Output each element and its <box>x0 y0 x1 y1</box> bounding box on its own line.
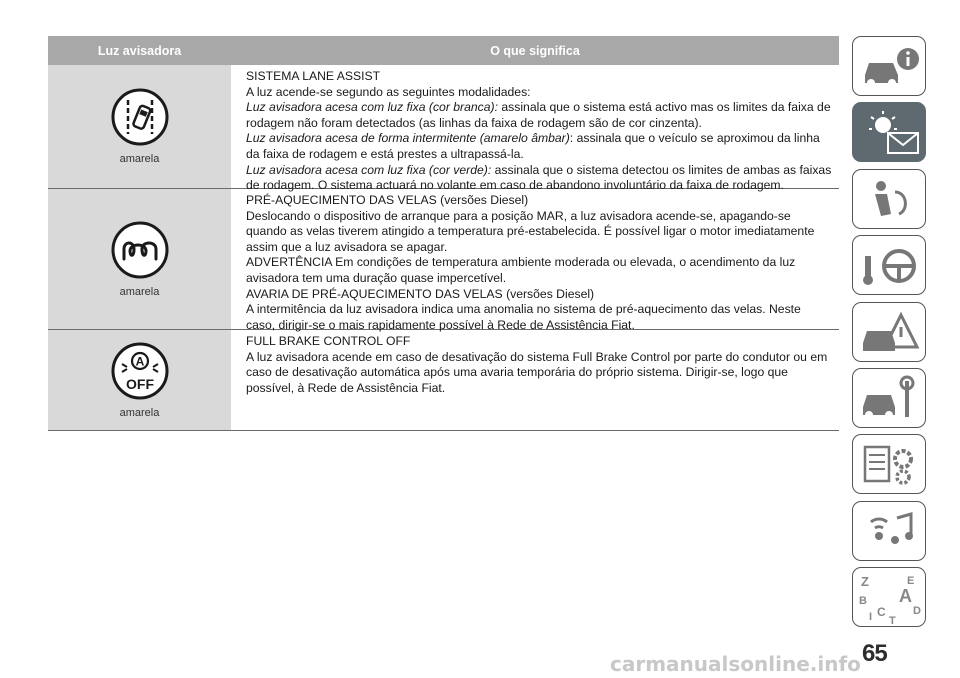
svg-text:B: B <box>859 595 867 607</box>
light-color-caption: amarela <box>119 285 160 298</box>
description-line: Luz avisadora acesa com luz fixa (cor branca): assinala que o sistema está activo mas os limites da faixa de rodagem não foram detectados (as linhas da faixa de rodagem são de cor cinzenta). <box>246 100 831 130</box>
table-row <box>48 189 839 330</box>
description-line: A intermitência da luz avisadora indica uma anomalia no sistema de pré-aquecimento das velas. Neste caso, dirigir-se o mais rapidamente possível à Rede de Assistência Fiat. <box>246 302 801 332</box>
warning-light-cell <box>48 189 231 329</box>
svg-text:T: T <box>889 615 896 627</box>
svg-text:A: A <box>899 586 912 606</box>
description-line: A luz avisadora acende em caso de desativação do sistema Full Brake Control por parte do condutor ou em caso de desativação automática após uma avaria temporária do próprio sistema. Dirigir-se, logo que possível, à Rede de Assistência Fiat. <box>246 349 828 395</box>
svg-text:D: D <box>913 605 921 617</box>
warning-lights-table <box>48 36 839 431</box>
warning-light-message-icon <box>853 103 927 163</box>
emergency-breakdown-icon <box>853 303 927 363</box>
light-color-caption: amarela <box>119 406 160 419</box>
glow-plug-icon <box>111 221 169 284</box>
steering-key-icon <box>853 236 927 296</box>
description-line: PRÉ-AQUECIMENTO DAS VELAS (versões Diesel) <box>246 193 529 207</box>
chapter-tab-safety[interactable] <box>852 169 926 229</box>
warning-light-cell <box>48 65 231 188</box>
description-line: Luz avisadora acesa com luz fixa (cor verde): assinala que o sistema detectou os limites de ambas as faixas de rodagem. O sistema actuará no volante em caso de abandono involuntário da faixa de rodagem. <box>246 162 832 193</box>
lane-assist-icon <box>111 88 169 151</box>
description-line: Deslocando o dispositivo de arranque para a posição MAR, a luz avisadora acende-se, apagando-se quando as velas tiverem atingido a temperatura pré-estabelecida. É possível ligar o motor imediatamente assim que a luz avisadora se apagar. <box>246 208 815 254</box>
svg-text:I: I <box>869 611 873 623</box>
description-line: ADVERTÊNCIA Em condições de temperatura ambiente moderada ou elevada, o acendimento da luz avisadora tem uma duração quase impercetível. <box>246 255 796 285</box>
airbag-safety-icon <box>853 170 927 230</box>
meaning-cell <box>231 65 839 193</box>
multimedia-icon <box>853 502 927 562</box>
meaning-cell <box>231 330 839 430</box>
description-line: Luz avisadora acesa de forma intermitente (amarelo âmbar): assinala que o veículo se aproximou da linha da faixa de rodagem e está prestes a ultrapassá-la. <box>246 131 820 161</box>
description-line: A luz acende-se segundo as seguintes modalidades: <box>246 84 531 99</box>
svg-text:OFF: OFF <box>125 375 154 392</box>
car-info-icon <box>853 37 927 97</box>
light-color-caption: amarela <box>119 153 160 165</box>
description-line: FULL BRAKE CONTROL OFF <box>246 334 411 348</box>
description-line: SISTEMA LANE ASSIST <box>246 69 381 83</box>
table-header <box>48 36 839 65</box>
chapter-tab-emergency[interactable] <box>852 302 926 362</box>
meaning-cell <box>231 189 839 332</box>
watermark: carmanualsonline.info <box>610 652 861 676</box>
warning-light-cell <box>48 330 231 430</box>
table-row <box>48 330 839 431</box>
header-warning-light: Luz avisadora <box>97 43 182 58</box>
svg-text:C: C <box>877 605 886 619</box>
svg-text:Z: Z <box>861 574 869 589</box>
description-line: AVARIA DE PRÉ-AQUECIMENTO DAS VELAS (versões Diesel) <box>246 286 595 301</box>
car-maintenance-icon <box>853 369 927 429</box>
chapter-tab-maintenance[interactable] <box>852 368 926 428</box>
chapter-tab-car-info[interactable] <box>852 36 926 96</box>
chapter-tab-technical-data[interactable] <box>852 434 926 494</box>
brake-control-off-icon <box>111 342 169 405</box>
chapter-tab-multimedia[interactable] <box>852 501 926 561</box>
technical-data-icon <box>853 435 927 495</box>
page-number: 65 <box>862 640 887 667</box>
svg-text:A: A <box>135 354 144 368</box>
table-row <box>48 65 839 193</box>
alphabetical-index-icon <box>853 568 927 628</box>
header-meaning: O que significa <box>490 43 580 58</box>
svg-text:E: E <box>907 575 915 587</box>
chapter-tab-warning-lights[interactable] <box>852 102 926 162</box>
chapter-tab-starting-driving[interactable] <box>852 235 926 295</box>
chapter-tab-index[interactable] <box>852 567 926 627</box>
